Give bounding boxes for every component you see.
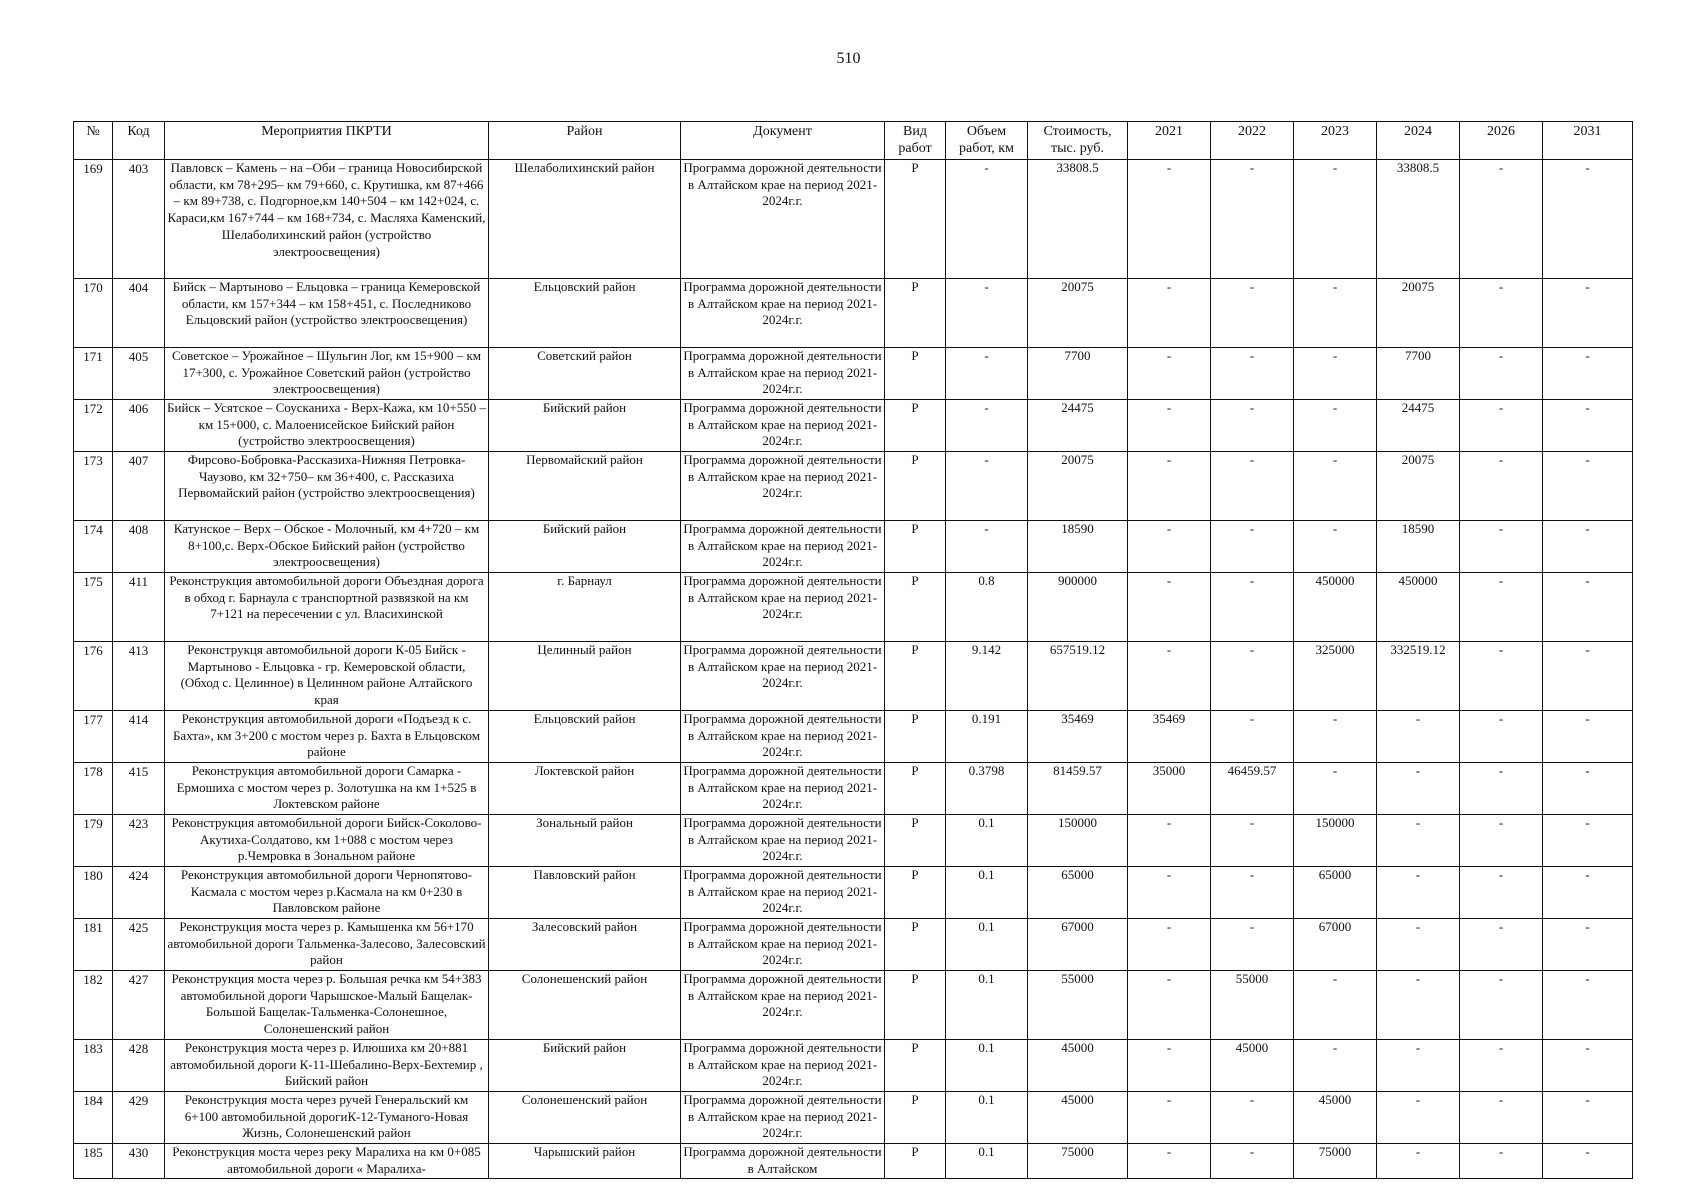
header-document: Документ: [681, 122, 885, 160]
cell-y2023: -: [1294, 521, 1377, 573]
cell-code: 413: [113, 642, 165, 711]
cell-y2022: -: [1211, 642, 1294, 711]
cell-volume: 0.3798: [946, 763, 1028, 815]
cell-code: 411: [113, 573, 165, 642]
cell-y2023: -: [1294, 348, 1377, 400]
table-row: [74, 815, 1633, 867]
cell-y2022: -: [1211, 348, 1294, 400]
cell-code: 429: [113, 1092, 165, 1144]
cell-y2022: 45000: [1211, 1040, 1294, 1092]
table-row: [74, 521, 1633, 573]
header-code: Код: [113, 122, 165, 160]
cell-y2023: -: [1294, 160, 1377, 279]
cell-y2031: -: [1543, 763, 1633, 815]
cell-y2023: 75000: [1294, 1144, 1377, 1179]
table-row: [74, 160, 1633, 279]
cell-y2023: 45000: [1294, 1092, 1377, 1144]
cell-event: Реконструкция автомобильной дороги Бийск-Соколово-Акутиха-Солдатово, км 1+088 с мостом через р.Чемровка в Зональном районе: [165, 815, 489, 867]
cell-y2026: -: [1460, 711, 1543, 763]
header-district: Район: [489, 122, 681, 160]
cell-y2024: 18590: [1377, 521, 1460, 573]
cell-y2026: -: [1460, 400, 1543, 452]
cell-y2022: -: [1211, 1092, 1294, 1144]
cell-cost: 18590: [1028, 521, 1128, 573]
cell-y2021: -: [1128, 400, 1211, 452]
table-row: [74, 763, 1633, 815]
cell-y2023: 150000: [1294, 815, 1377, 867]
cell-cost: 81459.57: [1028, 763, 1128, 815]
cell-work-type: Р: [885, 400, 946, 452]
cell-y2021: -: [1128, 452, 1211, 521]
table-row: [74, 642, 1633, 711]
cell-volume: -: [946, 279, 1028, 348]
cell-work-type: Р: [885, 452, 946, 521]
cell-document: Программа дорожной деятельности в Алтайском крае на период 2021-2024г.г.: [681, 919, 885, 971]
cell-document: Программа дорожной деятельности в Алтайском: [681, 1144, 885, 1179]
page-number: 510: [836, 50, 861, 67]
events-table-container: [73, 121, 1633, 1179]
table-row: [74, 867, 1633, 919]
cell-num: 170: [74, 279, 113, 348]
cell-y2022: -: [1211, 815, 1294, 867]
cell-cost: 150000: [1028, 815, 1128, 867]
cell-event: Фирсово-Бобровка-Рассказиха-Нижняя Петровка-Чаузово, км 32+750– км 36+400, с. Рассказиха Первомайский район (устройство электроосвещения): [165, 452, 489, 521]
cell-y2031: -: [1543, 1040, 1633, 1092]
cell-event: Бийск – Мартыново – Ельцовка – граница Кемеровской области, км 157+344 – км 158+451, с. Последниково Ельцовский район (устройство электроосвещения): [165, 279, 489, 348]
cell-y2023: -: [1294, 763, 1377, 815]
cell-y2021: 35469: [1128, 711, 1211, 763]
cell-work-type: Р: [885, 919, 946, 971]
cell-district: Локтевской район: [489, 763, 681, 815]
header-cost: Стоимость, тыс. руб.: [1028, 122, 1128, 160]
cell-code: 406: [113, 400, 165, 452]
cell-work-type: Р: [885, 971, 946, 1040]
cell-y2024: -: [1377, 763, 1460, 815]
cell-district: Первомайский район: [489, 452, 681, 521]
cell-y2021: -: [1128, 1040, 1211, 1092]
cell-num: 184: [74, 1092, 113, 1144]
cell-y2026: -: [1460, 1092, 1543, 1144]
header-2021: 2021: [1128, 122, 1211, 160]
cell-y2031: -: [1543, 642, 1633, 711]
table-row: [74, 348, 1633, 400]
cell-y2026: -: [1460, 763, 1543, 815]
cell-cost: 24475: [1028, 400, 1128, 452]
cell-district: Целинный район: [489, 642, 681, 711]
events-table: [73, 121, 1633, 1179]
cell-y2024: -: [1377, 1144, 1460, 1179]
cell-y2031: -: [1543, 815, 1633, 867]
cell-event: Советское – Урожайное – Шульгин Лог, км 15+900 – км 17+300, с. Урожайное Советский район (устройство электроосвещения): [165, 348, 489, 400]
cell-y2021: -: [1128, 160, 1211, 279]
cell-y2026: -: [1460, 521, 1543, 573]
cell-num: 169: [74, 160, 113, 279]
cell-code: 425: [113, 919, 165, 971]
cell-cost: 35469: [1028, 711, 1128, 763]
table-row: [74, 1092, 1633, 1144]
cell-event: Реконструкция автомобильной дороги «Подъезд к с. Бахта», км 3+200 с мостом через р. Бахта в Ельцовском районе: [165, 711, 489, 763]
cell-event: Реконструкция моста через р. Камышенка км 56+170 автомобильной дороги Тальменка-Залесово, Залесовский район: [165, 919, 489, 971]
cell-volume: 0.1: [946, 815, 1028, 867]
cell-y2021: -: [1128, 919, 1211, 971]
table-body: [74, 160, 1633, 1179]
cell-y2021: -: [1128, 815, 1211, 867]
cell-y2023: -: [1294, 452, 1377, 521]
cell-volume: 0.1: [946, 971, 1028, 1040]
cell-y2022: -: [1211, 400, 1294, 452]
cell-event: Реконструкция автомобильной дороги Самарка - Ермошиха с мостом через р. Золотушка на км 1+525 в Локтевском районе: [165, 763, 489, 815]
cell-y2022: -: [1211, 452, 1294, 521]
cell-y2023: -: [1294, 279, 1377, 348]
cell-num: 171: [74, 348, 113, 400]
cell-cost: 657519.12: [1028, 642, 1128, 711]
cell-event: Реконструкция моста через р. Большая речка км 54+383 автомобильной дороги Чарышское-Малый Бащелак-Большой Бащелак-Тальменка-Солонешное, Солонешенский район: [165, 971, 489, 1040]
cell-code: 414: [113, 711, 165, 763]
cell-cost: 7700: [1028, 348, 1128, 400]
cell-y2031: -: [1543, 919, 1633, 971]
cell-work-type: Р: [885, 1092, 946, 1144]
cell-num: 176: [74, 642, 113, 711]
cell-y2022: -: [1211, 279, 1294, 348]
cell-y2026: -: [1460, 867, 1543, 919]
cell-work-type: Р: [885, 763, 946, 815]
cell-document: Программа дорожной деятельности в Алтайском крае на период 2021-2024г.г.: [681, 763, 885, 815]
cell-event: Реконструкця автомобильной дороги К-05 Бийск - Мартыново - Ельцовка - гр. Кемеровской области, (Обход с. Целинное) в Целинном районе Алтайского края: [165, 642, 489, 711]
cell-y2023: -: [1294, 971, 1377, 1040]
cell-y2023: 67000: [1294, 919, 1377, 971]
cell-document: Программа дорожной деятельности в Алтайском крае на период 2021-2024г.г.: [681, 348, 885, 400]
cell-y2021: -: [1128, 348, 1211, 400]
cell-cost: 55000: [1028, 971, 1128, 1040]
cell-volume: -: [946, 160, 1028, 279]
cell-y2023: 65000: [1294, 867, 1377, 919]
cell-work-type: Р: [885, 867, 946, 919]
cell-cost: 20075: [1028, 279, 1128, 348]
table-row: [74, 400, 1633, 452]
cell-num: 174: [74, 521, 113, 573]
cell-event: Павловск – Камень – на –Оби – граница Новосибирской области, км 78+295– км 79+660, с. Крутишка, км 87+466 – км 89+738, с. Подгорное,км 140+504 – км 142+024, с. Караси,км 167+744 – км 168+734, с. Масляха Каменский, Шелаболихинский район (устройство электроосвещения): [165, 160, 489, 279]
cell-document: Программа дорожной деятельности в Алтайском крае на период 2021-2024г.г.: [681, 573, 885, 642]
cell-y2031: -: [1543, 573, 1633, 642]
cell-document: Программа дорожной деятельности в Алтайском крае на период 2021-2024г.г.: [681, 160, 885, 279]
cell-code: 408: [113, 521, 165, 573]
cell-volume: 0.1: [946, 1144, 1028, 1179]
cell-num: 182: [74, 971, 113, 1040]
cell-document: Программа дорожной деятельности в Алтайском крае на период 2021-2024г.г.: [681, 642, 885, 711]
cell-y2024: -: [1377, 919, 1460, 971]
cell-y2026: -: [1460, 573, 1543, 642]
cell-y2031: -: [1543, 971, 1633, 1040]
cell-code: 404: [113, 279, 165, 348]
cell-cost: 900000: [1028, 573, 1128, 642]
header-num: №: [74, 122, 113, 160]
cell-district: Залесовский район: [489, 919, 681, 971]
cell-cost: 75000: [1028, 1144, 1128, 1179]
cell-num: 172: [74, 400, 113, 452]
cell-num: 183: [74, 1040, 113, 1092]
cell-y2022: -: [1211, 867, 1294, 919]
cell-document: Программа дорожной деятельности в Алтайском крае на период 2021-2024г.г.: [681, 1092, 885, 1144]
table-row: [74, 711, 1633, 763]
cell-num: 175: [74, 573, 113, 642]
cell-num: 185: [74, 1144, 113, 1179]
header-2026: 2026: [1460, 122, 1543, 160]
cell-volume: 0.1: [946, 867, 1028, 919]
cell-code: 415: [113, 763, 165, 815]
header-2031: 2031: [1543, 122, 1633, 160]
cell-district: Бийский район: [489, 521, 681, 573]
cell-document: Программа дорожной деятельности в Алтайском крае на период 2021-2024г.г.: [681, 867, 885, 919]
cell-y2031: -: [1543, 711, 1633, 763]
cell-work-type: Р: [885, 573, 946, 642]
cell-num: 178: [74, 763, 113, 815]
cell-y2022: -: [1211, 160, 1294, 279]
cell-document: Программа дорожной деятельности в Алтайском крае на период 2021-2024г.г.: [681, 971, 885, 1040]
cell-event: Катунское – Верх – Обское - Молочный, км 4+720 – км 8+100,с. Верх-Обское Бийский район (устройство электроосвещения): [165, 521, 489, 573]
cell-y2026: -: [1460, 279, 1543, 348]
cell-y2024: 20075: [1377, 279, 1460, 348]
cell-y2026: -: [1460, 1040, 1543, 1092]
cell-y2021: -: [1128, 279, 1211, 348]
table-header-row: [74, 122, 1633, 160]
cell-y2024: 33808.5: [1377, 160, 1460, 279]
header-2022: 2022: [1211, 122, 1294, 160]
cell-document: Программа дорожной деятельности в Алтайском крае на период 2021-2024г.г.: [681, 400, 885, 452]
cell-district: Шелаболихинский район: [489, 160, 681, 279]
cell-y2023: 325000: [1294, 642, 1377, 711]
cell-volume: 0.191: [946, 711, 1028, 763]
cell-work-type: Р: [885, 279, 946, 348]
cell-y2024: -: [1377, 1040, 1460, 1092]
cell-event: Реконструкция моста через ручей Генеральский км 6+100 автомобильной дорогиК-12-Туманого-Новая Жизнь, Солонешенский район: [165, 1092, 489, 1144]
cell-work-type: Р: [885, 348, 946, 400]
cell-y2022: -: [1211, 521, 1294, 573]
cell-y2031: -: [1543, 867, 1633, 919]
cell-district: Советский район: [489, 348, 681, 400]
table-row: [74, 573, 1633, 642]
table-row: [74, 452, 1633, 521]
cell-y2026: -: [1460, 160, 1543, 279]
cell-work-type: Р: [885, 160, 946, 279]
cell-y2026: -: [1460, 452, 1543, 521]
cell-district: Бийский район: [489, 1040, 681, 1092]
cell-y2031: -: [1543, 400, 1633, 452]
cell-y2031: -: [1543, 348, 1633, 400]
cell-district: Солонешенский район: [489, 1092, 681, 1144]
cell-district: г. Барнаул: [489, 573, 681, 642]
cell-code: 403: [113, 160, 165, 279]
cell-num: 179: [74, 815, 113, 867]
cell-y2026: -: [1460, 919, 1543, 971]
cell-event: Реконструкция автомобильной дороги Объездная дорога в обход г. Барнаула с транспортной развязкой на км 7+121 на пересечении с ул. Власихинской: [165, 573, 489, 642]
cell-district: Зональный район: [489, 815, 681, 867]
cell-y2026: -: [1460, 642, 1543, 711]
cell-y2031: -: [1543, 160, 1633, 279]
cell-document: Программа дорожной деятельности в Алтайском крае на период 2021-2024г.г.: [681, 452, 885, 521]
cell-document: Программа дорожной деятельности в Алтайском крае на период 2021-2024г.г.: [681, 279, 885, 348]
cell-num: 180: [74, 867, 113, 919]
table-row: [74, 279, 1633, 348]
cell-num: 173: [74, 452, 113, 521]
cell-work-type: Р: [885, 815, 946, 867]
cell-y2022: -: [1211, 711, 1294, 763]
cell-y2021: -: [1128, 642, 1211, 711]
cell-y2023: 450000: [1294, 573, 1377, 642]
cell-document: Программа дорожной деятельности в Алтайском крае на период 2021-2024г.г.: [681, 815, 885, 867]
cell-volume: 0.1: [946, 1040, 1028, 1092]
cell-y2024: 332519.12: [1377, 642, 1460, 711]
cell-y2022: -: [1211, 1144, 1294, 1179]
cell-code: 424: [113, 867, 165, 919]
cell-y2024: -: [1377, 815, 1460, 867]
cell-y2022: -: [1211, 919, 1294, 971]
cell-y2024: 24475: [1377, 400, 1460, 452]
cell-num: 177: [74, 711, 113, 763]
cell-document: Программа дорожной деятельности в Алтайском крае на период 2021-2024г.г.: [681, 1040, 885, 1092]
cell-y2021: -: [1128, 521, 1211, 573]
header-work-type: Вид работ: [885, 122, 946, 160]
cell-code: 428: [113, 1040, 165, 1092]
cell-work-type: Р: [885, 1144, 946, 1179]
cell-y2023: -: [1294, 711, 1377, 763]
cell-work-type: Р: [885, 642, 946, 711]
cell-volume: -: [946, 400, 1028, 452]
cell-y2021: -: [1128, 971, 1211, 1040]
cell-y2024: -: [1377, 971, 1460, 1040]
cell-y2021: 35000: [1128, 763, 1211, 815]
cell-y2023: -: [1294, 400, 1377, 452]
cell-district: Ельцовский район: [489, 711, 681, 763]
cell-cost: 20075: [1028, 452, 1128, 521]
cell-code: 430: [113, 1144, 165, 1179]
cell-y2021: -: [1128, 573, 1211, 642]
cell-district: Ельцовский район: [489, 279, 681, 348]
cell-district: Солонешенский район: [489, 971, 681, 1040]
cell-y2031: -: [1543, 1092, 1633, 1144]
cell-volume: 0.8: [946, 573, 1028, 642]
cell-event: Реконструкция моста через р. Илюшиха км 20+881 автомобильной дороги К-11-Шебалино-Верх-Бехтемир , Бийский район: [165, 1040, 489, 1092]
cell-document: Программа дорожной деятельности в Алтайском крае на период 2021-2024г.г.: [681, 521, 885, 573]
cell-cost: 33808.5: [1028, 160, 1128, 279]
cell-y2026: -: [1460, 815, 1543, 867]
cell-cost: 65000: [1028, 867, 1128, 919]
cell-num: 181: [74, 919, 113, 971]
cell-district: Павловский район: [489, 867, 681, 919]
cell-volume: 0.1: [946, 919, 1028, 971]
cell-volume: -: [946, 452, 1028, 521]
cell-y2022: 46459.57: [1211, 763, 1294, 815]
cell-code: 405: [113, 348, 165, 400]
cell-volume: 0.1: [946, 1092, 1028, 1144]
table-row: [74, 1144, 1633, 1179]
table-row: [74, 919, 1633, 971]
cell-code: 423: [113, 815, 165, 867]
table-row: [74, 1040, 1633, 1092]
cell-y2031: -: [1543, 521, 1633, 573]
cell-event: Бийск – Усятское – Соусканиха - Верх-Кажа, км 10+550 – км 15+000, с. Малоенисейское Бийский район (устройство электроосвещения): [165, 400, 489, 452]
cell-y2024: -: [1377, 867, 1460, 919]
cell-work-type: Р: [885, 521, 946, 573]
cell-y2022: 55000: [1211, 971, 1294, 1040]
cell-y2024: 20075: [1377, 452, 1460, 521]
cell-volume: -: [946, 348, 1028, 400]
cell-event: Реконструкция автомобильной дороги Чернопятово-Касмала с мостом через р.Касмала на км 0+230 в Павловском районе: [165, 867, 489, 919]
cell-y2023: -: [1294, 1040, 1377, 1092]
cell-y2021: -: [1128, 867, 1211, 919]
cell-document: Программа дорожной деятельности в Алтайском крае на период 2021-2024г.г.: [681, 711, 885, 763]
cell-cost: 45000: [1028, 1040, 1128, 1092]
cell-y2031: -: [1543, 1144, 1633, 1179]
header-event: Мероприятия ПКРТИ: [165, 122, 489, 160]
cell-y2031: -: [1543, 452, 1633, 521]
cell-district: Чарышский район: [489, 1144, 681, 1179]
cell-event: Реконструкция моста через реку Маралиха на км 0+085 автомобильной дороги « Маралиха-: [165, 1144, 489, 1179]
cell-y2026: -: [1460, 348, 1543, 400]
cell-y2024: -: [1377, 1092, 1460, 1144]
header-volume: Объем работ, км: [946, 122, 1028, 160]
cell-y2031: -: [1543, 279, 1633, 348]
cell-code: 427: [113, 971, 165, 1040]
cell-y2026: -: [1460, 971, 1543, 1040]
cell-cost: 67000: [1028, 919, 1128, 971]
cell-y2024: 450000: [1377, 573, 1460, 642]
cell-y2021: -: [1128, 1144, 1211, 1179]
cell-volume: -: [946, 521, 1028, 573]
cell-district: Бийский район: [489, 400, 681, 452]
cell-code: 407: [113, 452, 165, 521]
cell-work-type: Р: [885, 1040, 946, 1092]
table-row: [74, 971, 1633, 1040]
header-2024: 2024: [1377, 122, 1460, 160]
cell-y2022: -: [1211, 573, 1294, 642]
cell-y2026: -: [1460, 1144, 1543, 1179]
cell-cost: 45000: [1028, 1092, 1128, 1144]
cell-y2021: -: [1128, 1092, 1211, 1144]
cell-volume: 9.142: [946, 642, 1028, 711]
cell-y2024: 7700: [1377, 348, 1460, 400]
cell-y2024: -: [1377, 711, 1460, 763]
cell-work-type: Р: [885, 711, 946, 763]
header-2023: 2023: [1294, 122, 1377, 160]
